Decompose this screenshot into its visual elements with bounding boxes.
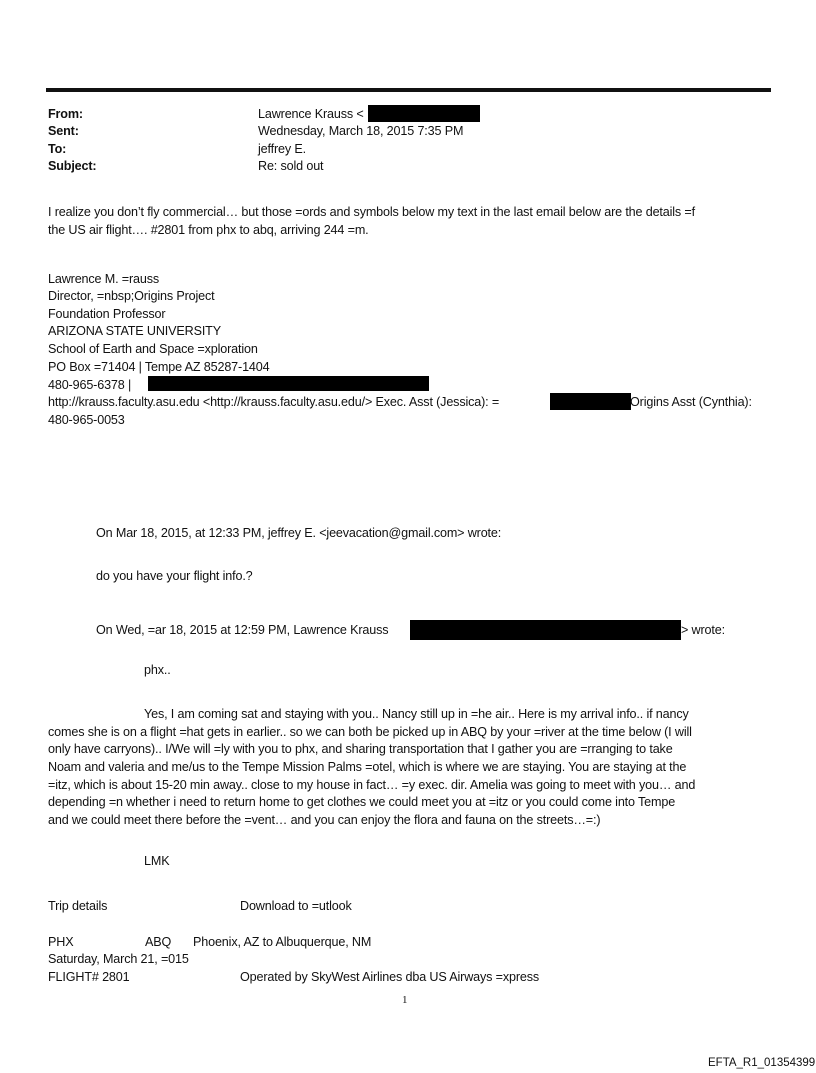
download-link[interactable]: Download to =utlook (240, 899, 352, 913)
signature-web-line-end: Origins Asst (Cynthia): (630, 395, 752, 409)
redaction (410, 620, 681, 640)
quote-text: do you have your flight info.? (96, 569, 253, 583)
quote-para-line: Noam and valeria and me/us to the Tempe Mission Palms =otel, which is where we are staying. You are staying at the (48, 760, 687, 774)
operator: Operated by SkyWest Airlines dba US Airways =xpress (240, 970, 540, 984)
signature-line: ARIZONA STATE UNIVERSITY (48, 324, 221, 338)
signature-line: PO Box =71404 | Tempe AZ 85287-1404 (48, 360, 270, 374)
page-number: 1 (402, 994, 408, 1006)
document-id: EFTA_R1_01354399 (708, 1057, 816, 1069)
body-line: the US air flight…. #2801 from phx to abq, arriving 244 =m. (48, 223, 369, 237)
subject-value: Re: sold out (258, 159, 324, 173)
redaction (368, 105, 480, 122)
header-rule (46, 88, 771, 92)
sent-value: Wednesday, March 18, 2015 7:35 PM (258, 124, 464, 138)
quote-para-line: comes she is on a flight =hat gets in earlier.. so we can both be picked up in ABQ by your =river at the time below (I will (48, 725, 692, 739)
quote-text: phx.. (144, 663, 171, 677)
signature-web-line: http://krauss.faculty.asu.edu <http://krauss.faculty.asu.edu/> Exec. Asst (Jessica): = (48, 395, 500, 409)
flight-number: FLIGHT# 2801 (48, 970, 130, 984)
trip-title: Trip details (48, 899, 108, 913)
quote-para-line: =itz, which is about 15-20 min away.. close to my house in fact… =y exec. dir. Amelia was going to meet with you… and (48, 778, 696, 792)
signature-line: 480-965-6378 | (48, 378, 132, 392)
from-label: From: (48, 107, 83, 121)
body-line: I realize you don’t fly commercial… but those =ords and symbols below my text in the last email below are the details =f (48, 205, 695, 219)
to-value: jeffrey E. (258, 142, 306, 156)
quote-para-line: Yes, I am coming sat and staying with you.. Nancy still up in =he air.. Here is my arrival info.. if nancy (144, 707, 689, 721)
trip-date: Saturday, March 21, =015 (48, 952, 189, 966)
signature-line: 480-965-0053 (48, 413, 125, 427)
quote-para-line: depending =n whether i need to return home to get clothes we could meet you at =itz or you could come into Tempe (48, 795, 676, 809)
origin-code: PHX (48, 935, 74, 949)
signature-line: School of Earth and Space =xploration (48, 342, 258, 356)
signature-line: Foundation Professor (48, 307, 166, 321)
from-value: Lawrence Krauss < (258, 107, 364, 121)
quote-header: On Wed, =ar 18, 2015 at 12:59 PM, Lawrence Krauss (96, 623, 389, 637)
signature-line: Lawrence M. =rauss (48, 272, 160, 286)
sent-label: Sent: (48, 124, 79, 138)
destination-code: ABQ (145, 935, 172, 949)
redaction (550, 393, 631, 410)
route: Phoenix, AZ to Albuquerque, NM (193, 935, 372, 949)
quote-header-end: > wrote: (681, 623, 725, 637)
redaction (148, 376, 429, 391)
quote-text: LMK (144, 854, 170, 868)
quote-para-line: only have carryons).. I/We will =ly with you to phx, and sharing transportation that I gather you are =rranging to take (48, 742, 673, 756)
quote-para-line: and we could meet there before the =vent… and you can enjoy the flora and fauna on the streets…=:) (48, 813, 601, 827)
quote-header: On Mar 18, 2015, at 12:33 PM, jeffrey E. <jeevacation@gmail.com> wrote: (96, 526, 502, 540)
to-label: To: (48, 142, 67, 156)
subject-label: Subject: (48, 159, 97, 173)
signature-line: Director, =nbsp;Origins Project (48, 289, 215, 303)
